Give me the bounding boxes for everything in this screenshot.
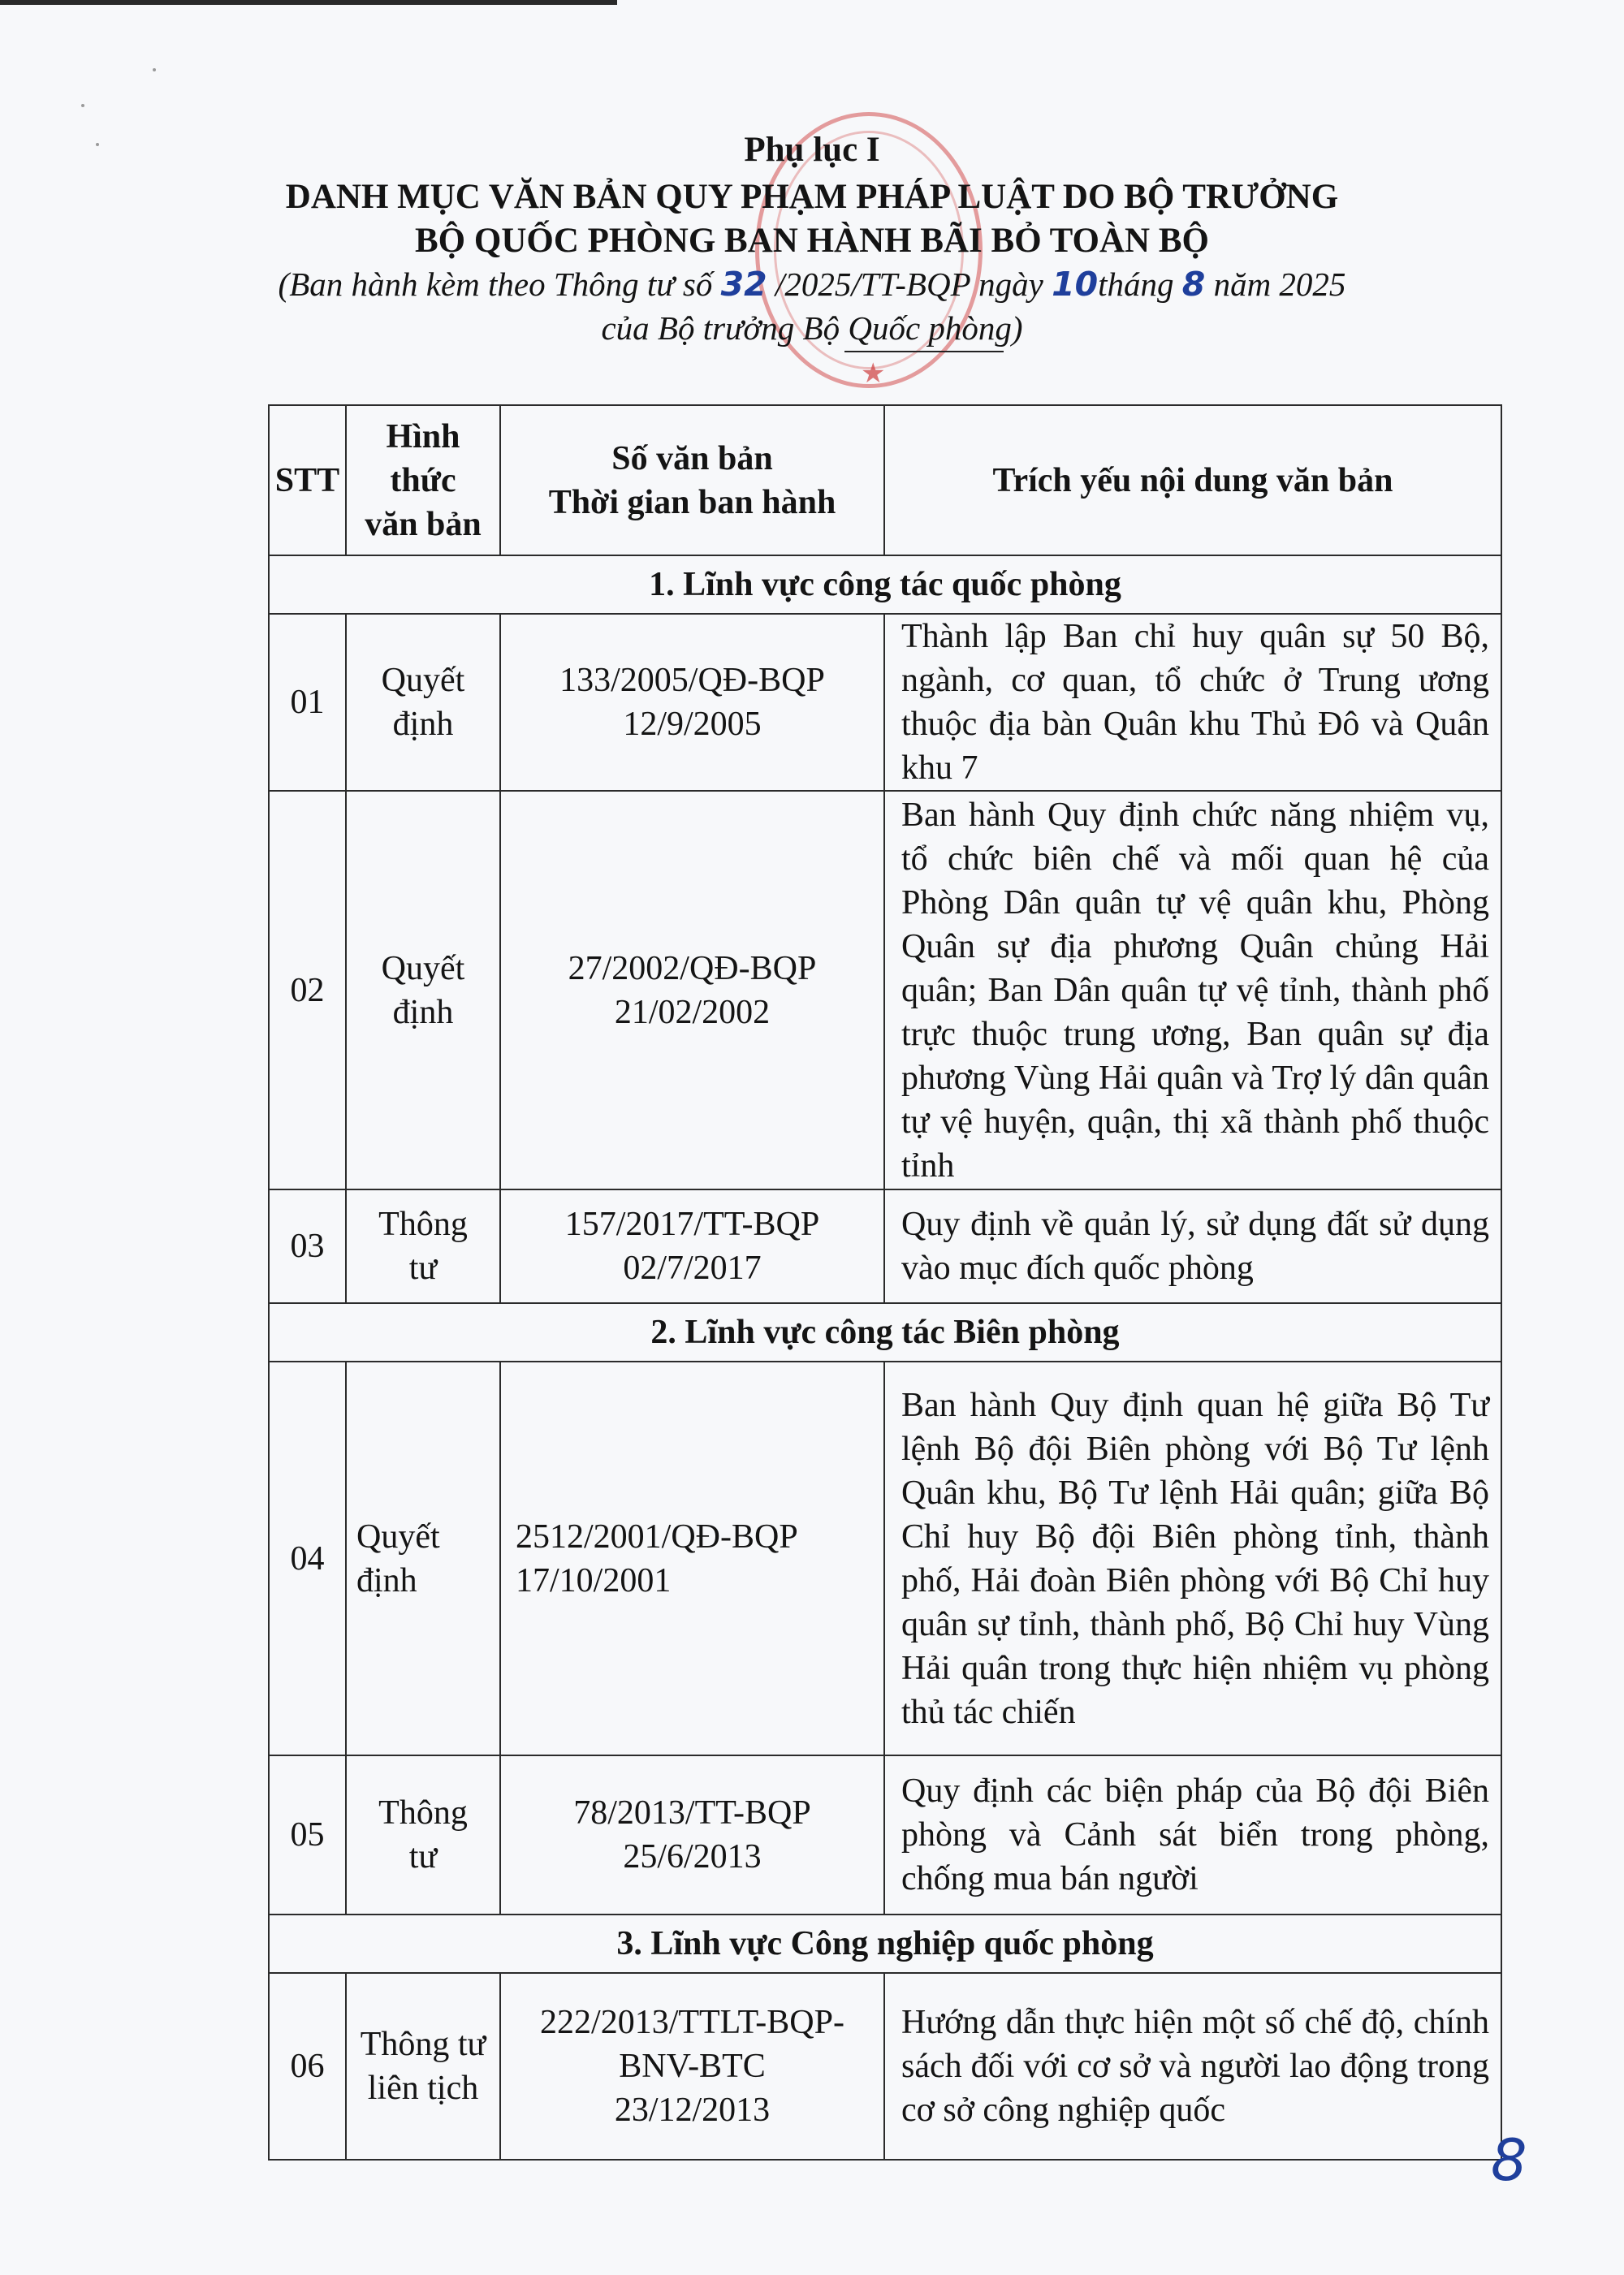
header-number-date: Số văn bản Thời gian ban hành: [500, 405, 884, 555]
appendix-label: Phụ lục I: [744, 131, 880, 169]
handwritten-circular-number: 32: [720, 265, 767, 304]
issuance-year: năm 2025: [1205, 265, 1346, 303]
row-stt: 03: [269, 1189, 346, 1303]
row-number-date: 222/2013/TTLT-BQP- BNV-BTC 23/12/2013: [500, 1973, 884, 2160]
row-summary: Hướng dẫn thực hiện một số chế độ, chính sách đối với cơ sở và người lao động trong cơ sở công nghiệp quốc: [884, 1973, 1501, 2160]
table-header-row: [269, 405, 1501, 555]
scan-speck: [81, 104, 84, 107]
row-number-date: 133/2005/QĐ-BQP 12/9/2005: [500, 614, 884, 791]
scan-speck: [153, 68, 156, 71]
section-row: [269, 1915, 1501, 1973]
row-form: Quyết định: [346, 1362, 500, 1755]
row-stt: 05: [269, 1755, 346, 1915]
row-form: Thông tư: [346, 1189, 500, 1303]
section-title: 2. Lĩnh vực công tác Biên phòng: [269, 1303, 1501, 1362]
table-row: [269, 1755, 1501, 1915]
row-summary: Thành lập Ban chỉ huy quân sự 50 Bộ, ngành, cơ quan, tổ chức ở Trung ương thuộc địa bàn Quân khu Thủ Đô và Quân khu 7: [884, 614, 1501, 791]
issuance-note-line2: của Bộ trưởng Bộ Quốc phòng): [601, 309, 1023, 347]
handwritten-page-mark: 8: [1491, 2127, 1527, 2194]
handwritten-month: 8: [1181, 265, 1206, 304]
document-title-line1: DANH MỤC VĂN BẢN QUY PHẠM PHÁP LUẬT DO BỘ TRƯỞNG: [285, 178, 1339, 216]
issuance-month-label: tháng: [1098, 265, 1182, 303]
row-number-date: 78/2013/TT-BQP 25/6/2013: [500, 1755, 884, 1915]
row-stt: 06: [269, 1973, 346, 2160]
document-list-table: [268, 404, 1502, 2161]
table-row: [269, 1362, 1501, 1755]
row-form: Thông tư: [346, 1755, 500, 1915]
table-row: [269, 791, 1501, 1189]
row-number-date: 157/2017/TT-BQP 02/7/2017: [500, 1189, 884, 1303]
issuance-middle: /2025/TT-BQP ngày: [767, 265, 1052, 303]
row-form: Quyết định: [346, 614, 500, 791]
section-row: [269, 1303, 1501, 1362]
header-stt: STT: [269, 405, 346, 555]
row-summary: Quy định về quản lý, sử dụng đất sử dụng vào mục đích quốc phòng: [884, 1189, 1501, 1303]
scan-edge-line: [0, 0, 617, 5]
row-form: Quyết định: [346, 791, 500, 1189]
row-stt: 04: [269, 1362, 346, 1755]
title-underline: [844, 351, 1004, 352]
row-stt: 02: [269, 791, 346, 1189]
header-form: Hình thức văn bản: [346, 405, 500, 555]
row-number-date: 2512/2001/QĐ-BQP 17/10/2001: [500, 1362, 884, 1755]
issuance-prefix: (Ban hành kèm theo Thông tư số: [278, 265, 721, 303]
row-summary: Ban hành Quy định quan hệ giữa Bộ Tư lệnh Bộ đội Biên phòng với Bộ Tư lệnh Quân khu, Bộ Tư lệnh Hải quân; giữa Bộ Chỉ huy Bộ đội Biên phòng tỉnh, thành phố, Hải đoàn Biên phòng với Bộ Chỉ huy quân sự tỉnh, thành phố, Bộ Chỉ huy Vùng Hải quân trong thực hiện nhiệm vụ phòng thủ tác chiến: [884, 1362, 1501, 1755]
row-stt: 01: [269, 614, 346, 791]
section-title: 3. Lĩnh vực Công nghiệp quốc phòng: [269, 1915, 1501, 1973]
issuance-note-line1: [0, 265, 1624, 304]
row-form: Thông tư liên tịch: [346, 1973, 500, 2160]
table-row: [269, 1189, 1501, 1303]
section-title: 1. Lĩnh vực công tác quốc phòng: [269, 555, 1501, 614]
header-summary: Trích yếu nội dung văn bản: [884, 405, 1501, 555]
document-title-line2: BỘ QUỐC PHÒNG BAN HÀNH BÃI BỎ TOÀN BỘ: [415, 222, 1209, 260]
handwritten-day: 10: [1052, 265, 1099, 304]
table-row: [269, 1973, 1501, 2160]
row-number-date: 27/2002/QĐ-BQP 21/02/2002: [500, 791, 884, 1189]
table-row: [269, 614, 1501, 791]
section-row: [269, 555, 1501, 614]
row-summary: Quy định các biện pháp của Bộ đội Biên phòng và Cảnh sát biển trong phòng, chống mua bán người: [884, 1755, 1501, 1915]
seal-star-icon: ★: [861, 357, 886, 390]
row-summary: Ban hành Quy định chức năng nhiệm vụ, tổ chức biên chế và mối quan hệ của Phòng Dân quân tự vệ quân khu, Phòng Quân sự địa phương Quân chủng Hải quân; Ban Dân quân tự vệ tỉnh, thành phố trực thuộc trung ương, Ban quân sự địa phương Vùng Hải quân và Trợ lý dân quân tự vệ huyện, quận, thị xã thành phố thuộc tỉnh: [884, 791, 1501, 1189]
